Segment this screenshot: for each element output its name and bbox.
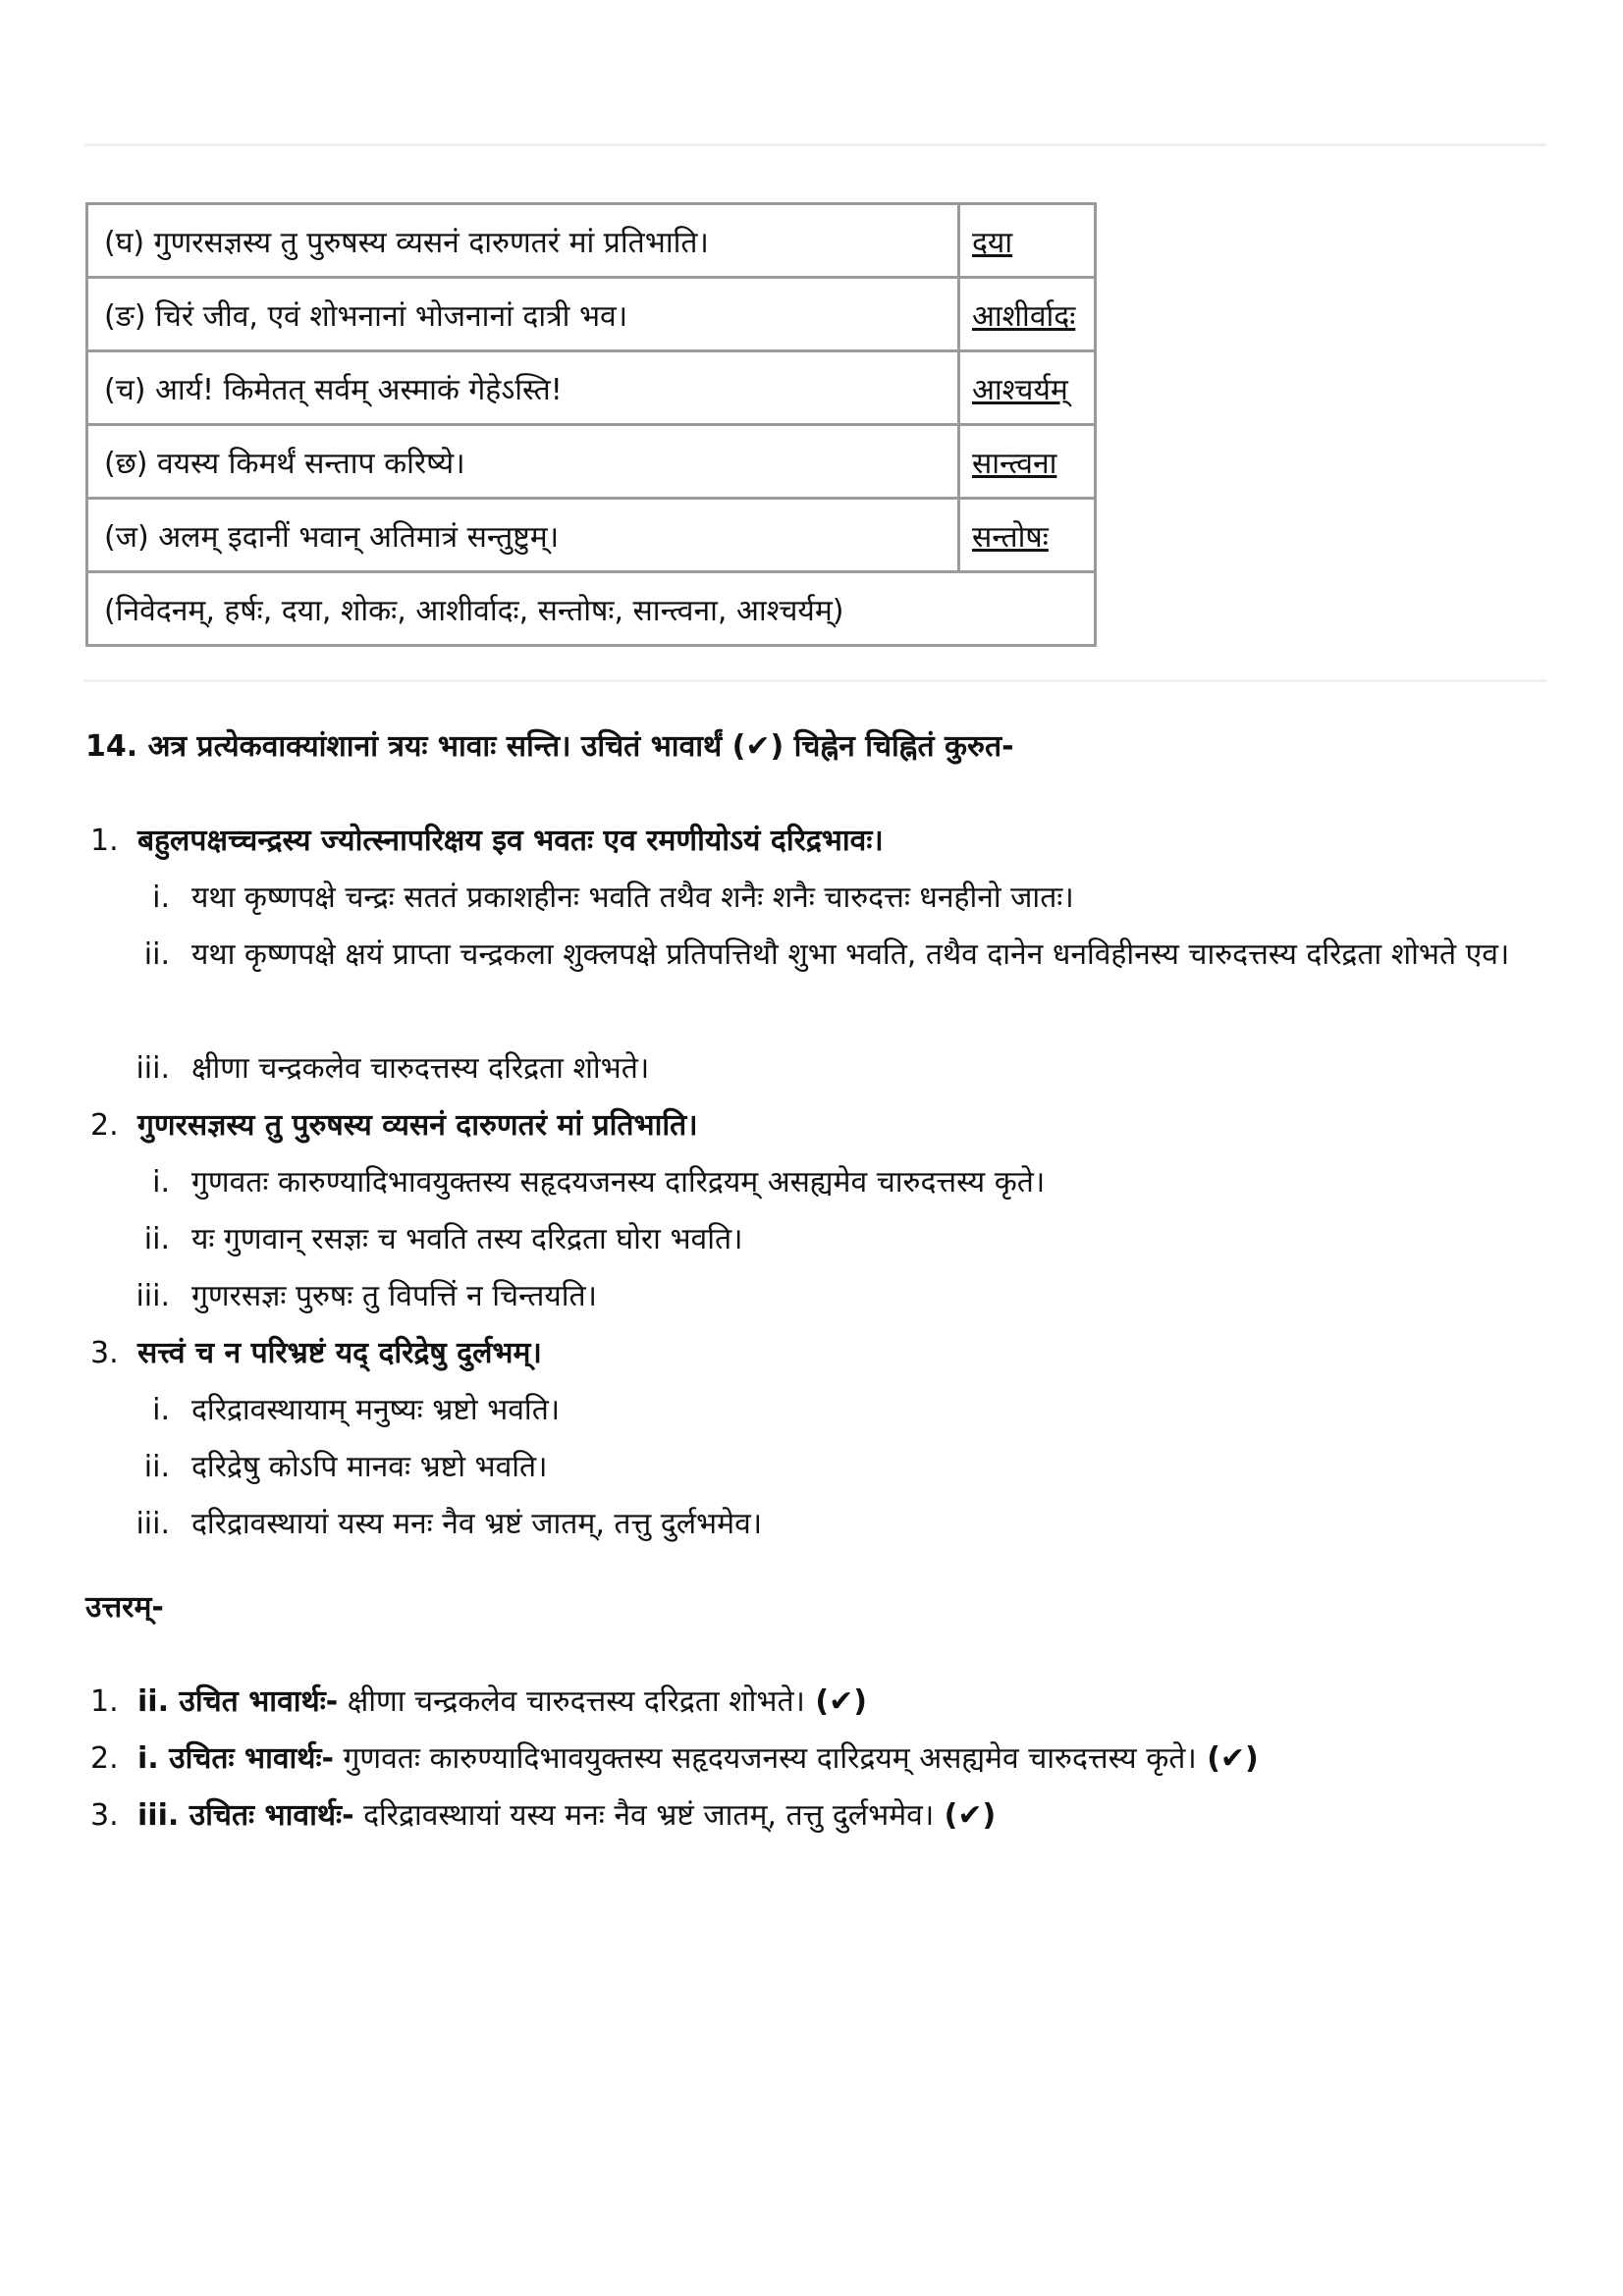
answer-text: सन्तोषः xyxy=(972,519,1049,555)
question-14-heading: 14. अत्र प्रत्येकवाक्यांशानां त्रयः भावाः सन्ति। उचितं भावार्थं (✔) चिह्नेन चिह्नितं कुरुत- xyxy=(85,729,1014,764)
option-text: यथा कृष्णपक्षे क्षयं प्राप्ता चन्द्रकला शुक्लपक्षे प्रतिपत्तिथौ शुभा भवति, तथैव दानेन धनविहीनस्य चारुदत्तस्य दरिद्रता शोभते एव। xyxy=(191,937,1510,972)
answer-line xyxy=(137,1731,1259,1788)
answer-text: क्षीणा चन्द्रकलेव चारुदत्तस्य दरिद्रता शोभते। xyxy=(338,1684,805,1719)
option-number: ii. xyxy=(143,1222,170,1256)
answer-text: दरिद्रावस्थायां यस्य मनः नैव भ्रष्टं जातम्, तत्तु दुर्लभमेव। xyxy=(353,1798,935,1833)
mid-divider xyxy=(83,679,1546,682)
answer-label: iii. उचितः भावार्थः- xyxy=(137,1798,354,1833)
option-item xyxy=(0,1268,1623,1325)
answer-number: 2. xyxy=(90,1741,119,1776)
option-number: i. xyxy=(152,1165,170,1200)
answer-item xyxy=(0,1731,1623,1788)
option-item xyxy=(0,1154,1623,1211)
table-answer-cell xyxy=(959,499,1096,572)
option-item xyxy=(0,870,1623,927)
table-answer-cell xyxy=(959,278,1096,351)
option-item xyxy=(0,1041,1623,1097)
question-number: 2. xyxy=(90,1108,119,1143)
option-item xyxy=(0,927,1623,1041)
answer-text: दया xyxy=(972,225,1013,260)
question-text: सत्त्वं च न परिभ्रष्टं यद् दरिद्रेषु दुर्लभम्। xyxy=(137,1336,542,1370)
answer-item xyxy=(0,1674,1623,1731)
answer-number: 1. xyxy=(90,1684,119,1719)
question-list xyxy=(0,813,1623,1553)
check-mark: (✔) xyxy=(934,1798,997,1833)
option-text: क्षीणा चन्द्रकलेव चारुदत्तस्य दरिद्रता शोभते। xyxy=(191,1051,650,1086)
option-text: गुणरसज्ञः पुरुषः तु विपत्तिं न चिन्तयति। xyxy=(191,1279,598,1313)
option-item xyxy=(0,1439,1623,1496)
answer-line xyxy=(137,1674,867,1731)
question-item xyxy=(0,1325,1623,1553)
option-number: ii. xyxy=(143,937,170,972)
question-text: गुणरसज्ञस्य तु पुरुषस्य व्यसनं दारुणतरं मां प्रतिभाति। xyxy=(137,1108,698,1143)
option-text: यः गुणवान् रसज्ञः च भवति तस्य दरिद्रता घोरा भवति। xyxy=(191,1222,743,1256)
answer-list xyxy=(0,1674,1623,1844)
answer-item xyxy=(0,1788,1623,1844)
option-item xyxy=(0,1211,1623,1268)
question-item xyxy=(0,1097,1623,1325)
option-number: i. xyxy=(152,1393,170,1427)
answer-text: गुणवतः कारुण्यादिभावयुक्तस्य सहृदयजनस्य दारिद्रयम् असह्यमेव चारुदत्तस्य कृते। xyxy=(333,1741,1197,1776)
answer-line xyxy=(137,1788,996,1844)
answer-text: आश्चर्यम् xyxy=(972,372,1068,407)
table-answer-cell xyxy=(959,204,1096,278)
table-sentence-cell: (च) आर्य! किमेतत् सर्वम् अस्माकं गेहेऽस्ति! xyxy=(87,351,959,425)
option-number: iii. xyxy=(135,1507,170,1541)
table-row xyxy=(87,204,1096,278)
emotion-match-table xyxy=(85,202,1097,647)
answer-text: सान्त्वना xyxy=(972,446,1057,481)
table-sentence-cell: (छ) वयस्य किमर्थं सन्ताप करिष्ये। xyxy=(87,425,959,499)
table-sentence-cell: (ङ) चिरं जीव, एवं शोभनानां भोजनानां दात्री भव। xyxy=(87,278,959,351)
option-item xyxy=(0,1496,1623,1553)
option-text: दरिद्रेषु कोऽपि मानवः भ्रष्टो भवति। xyxy=(191,1450,548,1484)
top-divider xyxy=(83,143,1546,146)
option-number: ii. xyxy=(143,1450,170,1484)
option-number: i. xyxy=(152,881,170,915)
table-options-row xyxy=(87,572,1096,646)
option-item xyxy=(0,1382,1623,1439)
question-number: 3. xyxy=(90,1336,119,1370)
option-text: यथा कृष्णपक्षे चन्द्रः सततं प्रकाशहीनः भवति तथैव शनैः शनैः चारुदत्तः धनहीनो जातः। xyxy=(191,881,1074,915)
option-number: iii. xyxy=(135,1279,170,1313)
option-number: iii. xyxy=(135,1051,170,1086)
answer-heading: उत्तरम्- xyxy=(85,1590,164,1625)
option-text: दरिद्रावस्थायाम् मनुष्यः भ्रष्टो भवति। xyxy=(191,1393,561,1427)
question-text: बहुलपक्षच्चन्द्रस्य ज्योत्स्नापरिक्षय इव भवतः एव रमणीयोऽयं दरिद्रभावः। xyxy=(137,824,884,858)
check-mark: (✔) xyxy=(1196,1741,1259,1776)
option-text: दरिद्रावस्थायां यस्य मनः नैव भ्रष्टं जातम्, तत्तु दुर्लभमेव। xyxy=(191,1507,763,1541)
question-number: 1. xyxy=(90,824,119,858)
option-text: गुणवतः कारुण्यादिभावयुक्तस्य सहृदयजनस्य दारिद्रयम् असह्यमेव चारुदत्तस्य कृते। xyxy=(191,1165,1046,1200)
table-answer-cell xyxy=(959,351,1096,425)
answer-label: ii. उचित भावार्थः- xyxy=(137,1684,339,1719)
answer-number: 3. xyxy=(90,1798,119,1833)
table-sentence-cell: (ज) अलम् इदानीं भवान् अतिमात्रं सन्तुष्टुम्। xyxy=(87,499,959,572)
answer-label: i. उचितः भावार्थः- xyxy=(137,1741,334,1776)
check-mark: (✔) xyxy=(804,1684,867,1719)
table-row xyxy=(87,278,1096,351)
answer-text: आशीर्वादः xyxy=(972,298,1076,334)
table-row xyxy=(87,499,1096,572)
table-answer-cell xyxy=(959,425,1096,499)
table-row xyxy=(87,425,1096,499)
table-sentence-cell: (घ) गुणरसज्ञस्य तु पुरुषस्य व्यसनं दारुणतरं मां प्रतिभाति। xyxy=(87,204,959,278)
question-item xyxy=(0,813,1623,1097)
table-options-cell: (निवेदनम्, हर्षः, दया, शोकः, आशीर्वादः, सन्तोषः, सान्त्वना, आश्चर्यम्) xyxy=(87,572,1096,646)
table-row xyxy=(87,351,1096,425)
